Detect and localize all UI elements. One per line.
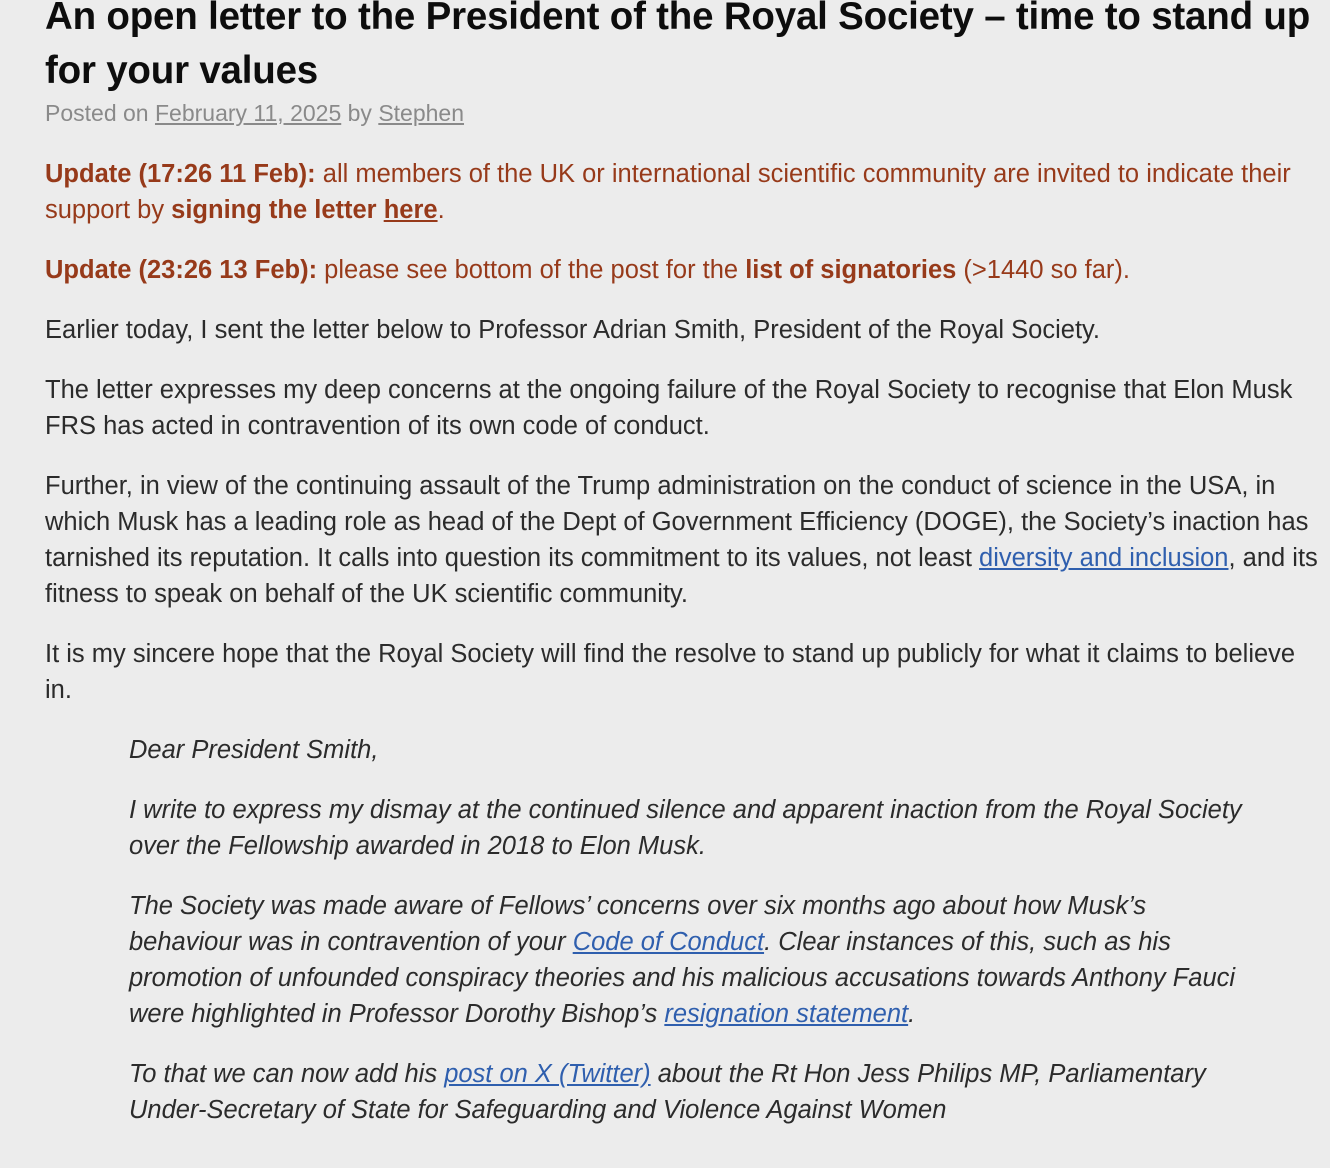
post-title: An open letter to the President of the Royal Society – time to stand up for your values — [45, 0, 1311, 92]
update-1-text: all members of the UK or international scientific community are invited to indicate their support by — [45, 160, 1291, 224]
update-2-label: Update (23:26 13 Feb): — [45, 256, 318, 284]
letter-salutation: Dear President Smith, — [129, 736, 379, 764]
letter-paragraph-3-end: about the Rt Hon Jess Philips MP, Parliamentary Under-Secretary of State for Safeguarding and Violence Against Women — [129, 1060, 1206, 1124]
by-label: by — [347, 100, 372, 126]
body-paragraph-3-end: , and its fitness to speak on behalf of the UK scientific community. — [45, 544, 1318, 608]
body-paragraph-3-text: Further, in view of the continuing assault of the Trump administration on the conduct of science in the USA, in which Musk has a leading role as head of the Dept of Government Efficiency (DOGE), the Society’s inaction has tarnished its reputation. It calls into question its commitment to its values, not least — [45, 472, 1309, 572]
update-2-end: (>1440 so far). — [956, 256, 1130, 284]
posted-on-label: Posted on — [45, 100, 149, 126]
body-paragraph-1: Earlier today, I sent the letter below to Professor Adrian Smith, President of the Royal Society. — [45, 316, 1100, 344]
letter-paragraph-2 — [129, 888, 1249, 1032]
update-2-bold: list of signatories — [745, 256, 957, 284]
post-date-link[interactable]: February 11, 2025 — [154, 100, 342, 126]
update-1-label: Update (17:26 11 Feb): — [45, 160, 316, 188]
sign-letter-link[interactable]: here — [383, 196, 438, 224]
letter-paragraph-1: I write to express my dismay at the continued silence and apparent inaction from the Royal Society over the Fellowship awarded in 2018 to Elon Musk. — [129, 796, 1242, 860]
code-of-conduct-link[interactable]: Code of Conduct — [572, 928, 765, 956]
post-on-x-link[interactable]: post on X (Twitter) — [444, 1060, 651, 1088]
diversity-inclusion-link[interactable]: diversity and inclusion — [979, 544, 1229, 572]
body-paragraph-4: It is my sincere hope that the Royal Society will find the resolve to stand up publicly for what it claims to believe in. — [45, 640, 1296, 704]
update-notice-2 — [45, 252, 1320, 288]
author-link[interactable]: Stephen — [378, 100, 465, 126]
update-notice-1 — [45, 156, 1320, 228]
blog-post — [45, 0, 1320, 1152]
body-paragraph-2: The letter expresses my deep concerns at the ongoing failure of the Royal Society to recognise that Elon Musk FRS has acted in contravention of its own code of conduct. — [45, 376, 1293, 440]
post-content — [45, 156, 1320, 1128]
letter-paragraph-2-middle: . Clear instances of this, such as his promotion of unfounded conspiracy theories and his malicious accusations towards Anthony Fauci were highlighted in Professor Dorothy Bishop’s — [129, 928, 1236, 1028]
letter-paragraph-2-text: The Society was made aware of Fellows’ concerns over six months ago about how Musk’s behaviour was in contravention of your — [129, 892, 1147, 956]
post-meta — [45, 98, 1320, 128]
letter-paragraph-3-text: To that we can now add his — [129, 1060, 445, 1088]
update-1-end: . — [437, 196, 445, 224]
resignation-statement-link[interactable]: resignation statement — [664, 1000, 909, 1028]
body-paragraph-3 — [45, 468, 1320, 612]
update-1-bold: signing the letter — [171, 196, 377, 224]
letter-paragraph-3 — [129, 1056, 1249, 1128]
update-2-text: please see bottom of the post for the — [317, 256, 746, 284]
letter-quote — [129, 732, 1249, 1128]
letter-paragraph-2-end: . — [908, 1000, 916, 1028]
